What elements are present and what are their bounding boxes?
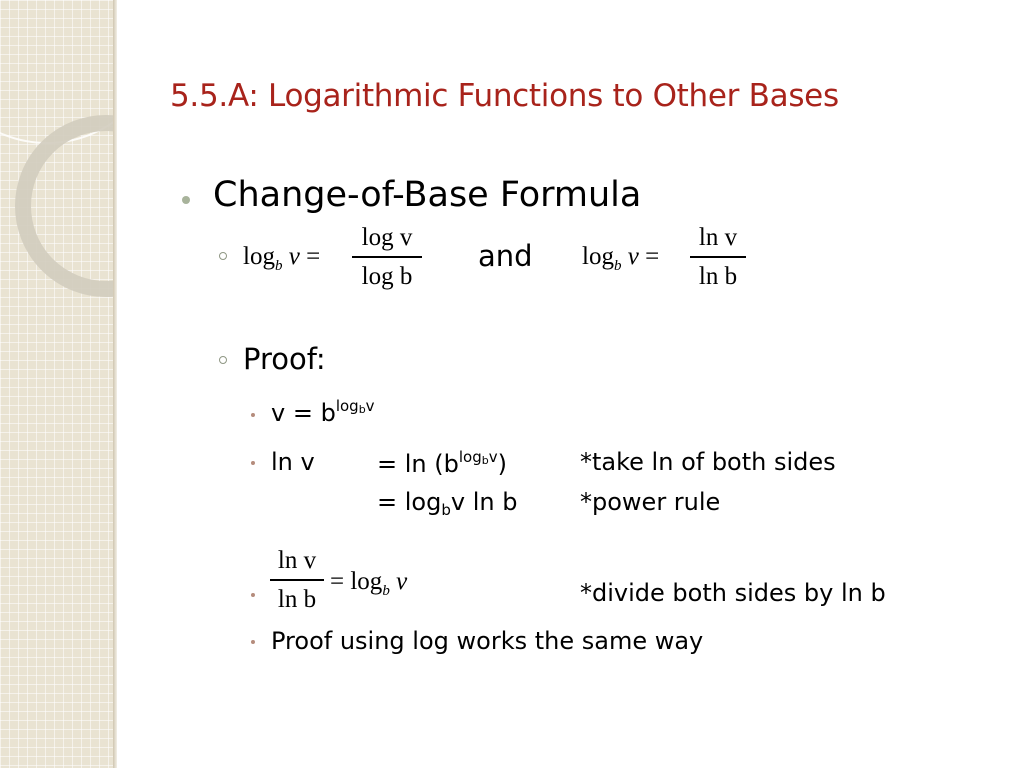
step-bullet (251, 413, 255, 417)
sub-bullet (219, 252, 227, 260)
step2-rhs-b: = $\log_bv$ ln b (377, 488, 518, 519)
step2-lhs: ln v (271, 448, 315, 476)
step2-note-a: *take ln of both sides (580, 448, 836, 476)
slide-title: 5.5.A: Logarithmic Functions to Other Bases (170, 78, 839, 114)
step3-rhs: = $\log_b v$ (330, 568, 408, 599)
sub-bullet (219, 356, 227, 364)
side-panel-edge (113, 0, 117, 768)
bullet-dot (182, 196, 190, 204)
formula2-lhs: $\log_b v$ = (582, 243, 660, 274)
and-word: and (478, 239, 533, 273)
step-bullet (251, 593, 255, 597)
heading-text: Change-of-Base Formula (213, 175, 642, 215)
proof-label: Proof: (243, 342, 326, 376)
step3-fraction: ln v ln b (270, 547, 324, 614)
step3-note: *divide both sides by ln b (580, 579, 886, 607)
step-bullet (251, 640, 255, 644)
step1: $v = b^{logbv}$ (271, 397, 375, 427)
formula2-fraction: ln v ln b (690, 224, 746, 291)
decorative-side-panel (0, 0, 113, 768)
step4: Proof using log works the same way (271, 627, 704, 655)
formula1-lhs: $\log_b v$ = (243, 243, 321, 274)
step-bullet (251, 461, 255, 465)
step2-note-b: *power rule (580, 488, 721, 516)
step2-rhs-a: = $\ln (b^{logbv})$ (377, 448, 507, 478)
formula1-fraction: log v log b (352, 224, 422, 291)
